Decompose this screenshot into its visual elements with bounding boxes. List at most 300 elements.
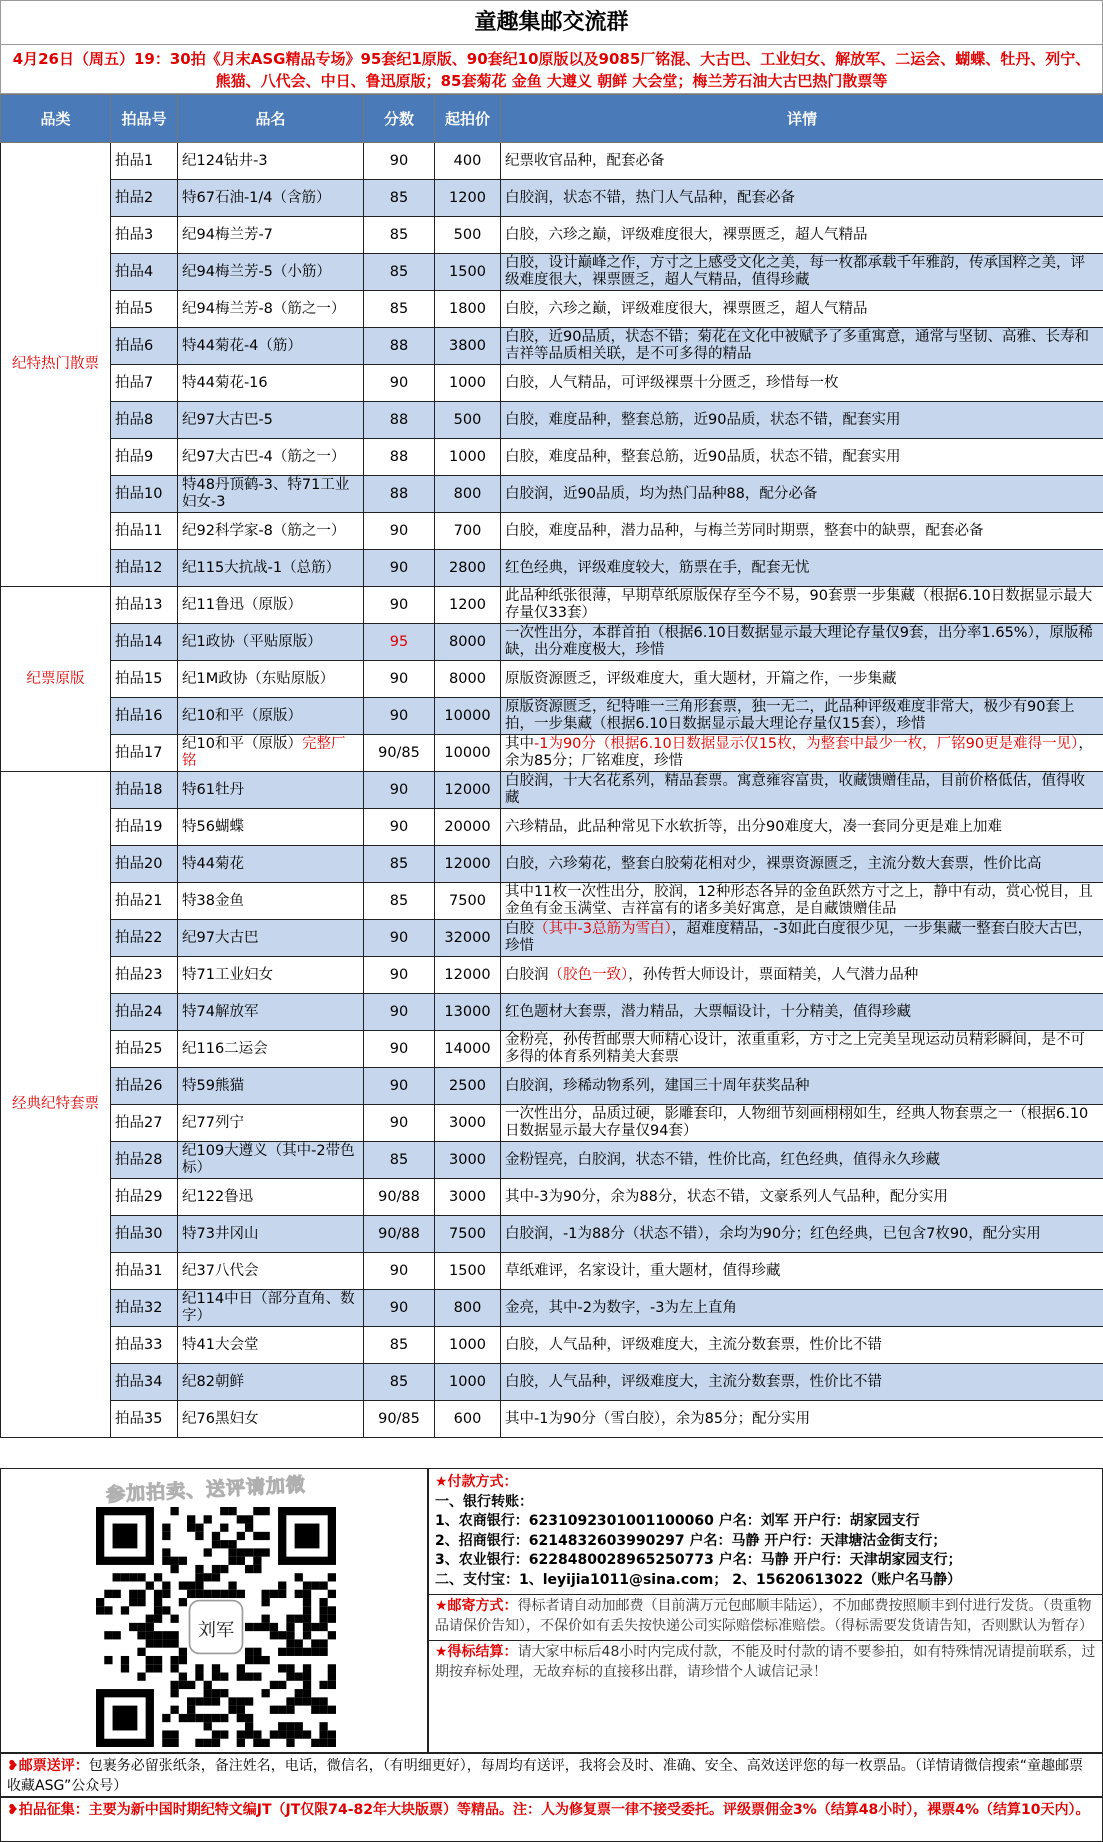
- detail-cell: [501, 1142, 1103, 1179]
- detail-text: 白胶，六珍菊花，整套白胶菊花相对少，裸票资源匮乏，主流分数大套票，性价比高: [505, 855, 1042, 872]
- lot-number-cell: 拍品33: [111, 1327, 178, 1364]
- lot-name-cell: [178, 624, 364, 661]
- lot-number-cell: 拍品24: [111, 994, 178, 1031]
- score-cell: 85: [364, 1327, 435, 1364]
- lot-name: 特74解放军: [182, 1003, 259, 1020]
- grading-text: 包裹务必留张纸条，备注姓名，电话，微信名，（有明细更好），每周均有送评，我将会及时、准确、安全、高效送评您的每一枚票品。（详情请微信搜索“童趣邮票收藏ASG”公众号）: [7, 1758, 1083, 1794]
- detail-text: 白胶，人气品种，评级难度大，主流分数套票，性价比不错: [505, 1336, 882, 1353]
- table-row: [1, 661, 1103, 698]
- lot-name: 纪116二运会: [182, 1040, 268, 1057]
- detail-cell: [501, 291, 1103, 328]
- payment-section: [429, 1471, 1102, 1595]
- detail-cell: [501, 846, 1103, 883]
- start-price-cell: 400: [435, 143, 501, 180]
- detail-text: 白胶: [505, 921, 534, 937]
- detail-text: 白胶，六珍之巅，评级难度很大，裸票匮乏，超人气精品: [505, 226, 868, 243]
- detail-cell: [501, 328, 1103, 365]
- lot-number-cell: 拍品8: [111, 402, 178, 439]
- lot-name-cell: [178, 1031, 364, 1068]
- score-cell: 88: [364, 402, 435, 439]
- qr-center-logo: 刘军: [197, 1620, 235, 1642]
- lot-name-cell: [178, 809, 364, 846]
- start-price-cell: 20000: [435, 809, 501, 846]
- lot-name: 纪122鲁迅: [182, 1188, 254, 1205]
- lot-number-cell: 拍品12: [111, 550, 178, 587]
- lot-name-cell: [178, 550, 364, 587]
- table-row: [1, 217, 1103, 254]
- detail-cell: [501, 624, 1103, 661]
- lot-name-cell: [178, 1068, 364, 1105]
- lot-name: 纪1政协（平贴原版）: [182, 633, 322, 650]
- detail-text: 白胶，人气品种，评级难度大，主流分数套票，性价比不错: [505, 1373, 882, 1390]
- lot-name: 纪94梅兰芳-7: [182, 226, 273, 243]
- table-row: [1, 1031, 1103, 1068]
- detail-text: 白胶，难度品种，整套总筋，近90品质，状态不错，配套实用: [505, 448, 901, 465]
- lot-name-cell: [178, 1401, 364, 1438]
- score-cell: 88: [364, 328, 435, 365]
- table-row: [1, 328, 1103, 365]
- start-price-cell: 2500: [435, 1068, 501, 1105]
- detail-text-tail: ，孙传哲大师设计，票面精美，人气潜力品种: [628, 966, 919, 983]
- detail-text: 一次性出分，本群首拍（根据6.10日数据显示最大理论存量仅9套，出分率1.65%），原版稀缺，出分难度极大，珍惜: [505, 625, 1093, 658]
- lot-name: 纪94梅兰芳-8（筋之一）: [182, 300, 346, 317]
- detail-cell: [501, 735, 1103, 772]
- lot-name: 纪97大古巴: [182, 929, 259, 946]
- score-cell: 90: [364, 920, 435, 957]
- lot-name-highlight: 完整厂铭: [182, 736, 346, 769]
- detail-text-tail: ，余为85分；厂铭难度，珍惜: [505, 736, 1093, 769]
- header-name: 品名: [178, 95, 364, 143]
- footer: [0, 1468, 1103, 1842]
- detail-cell: [501, 1105, 1103, 1142]
- detail-cell: [501, 994, 1103, 1031]
- lot-number-cell: 拍品7: [111, 365, 178, 402]
- lot-name: 特67石油-1/4（含筋）: [182, 189, 331, 206]
- score-cell: 90: [364, 1290, 435, 1327]
- table-row: [1, 1401, 1103, 1438]
- lot-number-cell: 拍品16: [111, 698, 178, 735]
- start-price-cell: 800: [435, 1290, 501, 1327]
- collection-note: ❥拍品征集：主要为新中国时期纪特文编JT（JT仅限74-82年大块版票）等精品。注：人为修复票一律不接受委托。评级票佣金3%（结算48小时），裸票4%（结算10天内）。: [0, 1797, 1103, 1842]
- start-price-cell: 600: [435, 1401, 501, 1438]
- payment-heading: ★付款方式：: [435, 1474, 518, 1490]
- start-price-cell: 1200: [435, 180, 501, 217]
- payment-line: 3、农业银行：6228480028965250773 户名：马静 开户行：天津胡家园支行；: [435, 1552, 962, 1568]
- score-cell: 85: [364, 180, 435, 217]
- detail-highlight: （其中-3总筋为雪白）: [534, 921, 672, 937]
- table-row: [1, 1179, 1103, 1216]
- table-row: [1, 920, 1103, 957]
- score-cell: 90: [364, 550, 435, 587]
- score-cell: 85: [364, 1364, 435, 1401]
- lot-name-cell: [178, 1327, 364, 1364]
- lot-name-cell: [178, 698, 364, 735]
- lot-number-cell: 拍品5: [111, 291, 178, 328]
- lot-name-cell: [178, 1364, 364, 1401]
- lot-name-cell: [178, 661, 364, 698]
- qr-caption: 参加拍卖、送评请加微: [105, 1473, 307, 1507]
- table-row: [1, 698, 1103, 735]
- lot-name-cell: [178, 476, 364, 513]
- lot-name: 纪82朝鲜: [182, 1373, 244, 1390]
- detail-text: 白胶润，状态不错，热门人气品种，配套必备: [505, 189, 795, 206]
- detail-text: 其中-3为90分，余为88分，状态不错，文豪系列人气品种，配分实用: [505, 1188, 948, 1205]
- lot-number-cell: 拍品15: [111, 661, 178, 698]
- lot-name: 纪114中日（部分直角、数字）: [182, 1291, 355, 1324]
- score-cell: 85: [364, 254, 435, 291]
- detail-cell: [501, 476, 1103, 513]
- table-row: [1, 365, 1103, 402]
- lot-name-cell: [178, 1216, 364, 1253]
- detail-cell: [501, 180, 1103, 217]
- detail-cell: [501, 883, 1103, 920]
- detail-text: 金粉亮，孙传哲邮票大师精心设计，浓重重彩，方寸之上完美呈现运动员精彩瞬间，是不可多得的体育系列精美大套票: [505, 1032, 1085, 1065]
- lot-number-cell: 拍品9: [111, 439, 178, 476]
- detail-text: 金亮，其中-2为数字，-3为左上直角: [505, 1299, 737, 1316]
- detail-text: 白胶润，近90品质，均为热门品种88，配分必备: [505, 485, 818, 502]
- detail-text: 白胶，难度品种，潜力品种，与梅兰芳同时期票，整套中的缺票，配套必备: [505, 522, 984, 539]
- table-row: [1, 1105, 1103, 1142]
- lot-name: 纪109大遵义（其中-2带色标）: [182, 1143, 355, 1176]
- score-cell: 85: [364, 1142, 435, 1179]
- start-price-cell: 1800: [435, 291, 501, 328]
- score-cell: 90: [364, 661, 435, 698]
- lot-name-cell: [178, 1105, 364, 1142]
- table-row: [1, 550, 1103, 587]
- header-score: 分数: [364, 95, 435, 143]
- score-cell: 90: [364, 1105, 435, 1142]
- table-row: [1, 1216, 1103, 1253]
- detail-cell: [501, 1068, 1103, 1105]
- lot-name-cell: [178, 1179, 364, 1216]
- detail-text: 白胶，人气精品，可评级裸票十分匮乏，珍惜每一枚: [505, 374, 839, 391]
- lot-name-cell: [178, 772, 364, 809]
- lot-name: 纪97大古巴-5: [182, 411, 273, 428]
- detail-text: 白胶润，-1为88分（状态不错），余均为90分；红色经典，已包含7枚90，配分实用: [505, 1225, 1041, 1242]
- detail-highlight: -1为90分（根据6.10日数据显示仅15枚，为整套中最少一枚，厂铭90更是难得一见）: [534, 736, 1079, 752]
- start-price-cell: 7500: [435, 1216, 501, 1253]
- lot-name-cell: [178, 1290, 364, 1327]
- lot-name: 纪11鲁迅（原版）: [182, 596, 302, 613]
- lot-number-cell: 拍品23: [111, 957, 178, 994]
- table-row: [1, 439, 1103, 476]
- detail-text: 其中-1为90分（雪白胶），余为85分；配分实用: [505, 1410, 811, 1427]
- table-row: [1, 1253, 1103, 1290]
- lot-table: [0, 94, 1103, 1438]
- lot-name-cell: [178, 957, 364, 994]
- detail-cell: [501, 143, 1103, 180]
- category-cell: 纪特热门散票: [1, 143, 111, 587]
- settlement-heading: ★得标结算：: [435, 1644, 518, 1660]
- lot-number-cell: 拍品4: [111, 254, 178, 291]
- start-price-cell: 10000: [435, 698, 501, 735]
- detail-cell: [501, 513, 1103, 550]
- lot-name: 纪77列宁: [182, 1114, 244, 1131]
- lot-name: 纪10和平（原版）: [182, 707, 302, 724]
- start-price-cell: 3000: [435, 1105, 501, 1142]
- detail-cell: [501, 1031, 1103, 1068]
- detail-cell: [501, 698, 1103, 735]
- payment-panel: [428, 1468, 1103, 1753]
- lot-name: 纪1M政协（东贴原版）: [182, 670, 335, 687]
- lot-number-cell: 拍品2: [111, 180, 178, 217]
- score-cell: 90/85: [364, 735, 435, 772]
- lot-name: 特56蝴蝶: [182, 818, 244, 835]
- grading-note: [0, 1753, 1103, 1797]
- detail-cell: [501, 587, 1103, 624]
- payment-line: 2、招商银行：6214832603990297 户名：马静 开户行：天津塘沽金街支行；: [435, 1532, 947, 1549]
- lot-name-cell: [178, 254, 364, 291]
- detail-cell: [501, 365, 1103, 402]
- detail-text-tail: ，超难度精品，-3如此白度很少见，一步集藏一整套白胶大古巴，珍惜: [505, 921, 1093, 954]
- detail-text: 白胶，难度品种，整套总筋，近90品质，状态不错，配套实用: [505, 411, 901, 428]
- detail-cell: [501, 1253, 1103, 1290]
- lot-name: 特41大会堂: [182, 1336, 259, 1353]
- table-row: [1, 402, 1103, 439]
- lot-name-cell: [178, 587, 364, 624]
- table-row: [1, 772, 1103, 809]
- detail-text: 白胶，设计巅峰之作，方寸之上感受文化之美，每一枚都承载千年雅韵，传承国粹之美，评级难度很大，裸票匮乏，超人气精品，值得珍藏: [505, 255, 1085, 288]
- detail-text: 其中11枚一次性出分，胶润，12种形态各异的金鱼跃然方寸之上，静中有动，赏心悦目，且金鱼有金玉满堂、吉祥富有的诸多美好寓意，是自藏馈赠佳品: [505, 884, 1093, 917]
- table-row: [1, 957, 1103, 994]
- table-row: [1, 994, 1103, 1031]
- score-cell: 90: [364, 809, 435, 846]
- score-cell: 85: [364, 846, 435, 883]
- lot-name: 特71工业妇女: [182, 966, 273, 983]
- settlement-section: [429, 1641, 1102, 1686]
- start-price-cell: 800: [435, 476, 501, 513]
- lot-name-cell: [178, 846, 364, 883]
- start-price-cell: 1200: [435, 587, 501, 624]
- start-price-cell: 500: [435, 217, 501, 254]
- lot-name-cell: [178, 143, 364, 180]
- table-row: [1, 883, 1103, 920]
- start-price-cell: 1000: [435, 1364, 501, 1401]
- lot-number-cell: 拍品29: [111, 1179, 178, 1216]
- lot-name-cell: [178, 994, 364, 1031]
- detail-text: 其中: [505, 736, 534, 752]
- table-row: [1, 846, 1103, 883]
- detail-text: 纪票收官品种，配套必备: [505, 152, 665, 169]
- score-cell: 90: [364, 994, 435, 1031]
- start-price-cell: 1000: [435, 365, 501, 402]
- score-cell: 88: [364, 476, 435, 513]
- lot-number-cell: 拍品11: [111, 513, 178, 550]
- lot-number-cell: 拍品19: [111, 809, 178, 846]
- shipping-heading: ★邮寄方式：: [435, 1598, 518, 1614]
- payment-line: 一、银行转账：: [435, 1493, 533, 1510]
- detail-cell: [501, 254, 1103, 291]
- table-row: [1, 1290, 1103, 1327]
- lot-number-cell: 拍品17: [111, 735, 178, 772]
- lot-name-cell: [178, 513, 364, 550]
- table-row: [1, 1327, 1103, 1364]
- lot-name-cell: [178, 328, 364, 365]
- lot-name: 特44菊花-4（筋）: [182, 337, 302, 354]
- detail-text: 原版资源匮乏，评级难度大，重大题材，开篇之作，一步集藏: [505, 670, 897, 687]
- score-cell: 90: [364, 1031, 435, 1068]
- start-price-cell: 500: [435, 402, 501, 439]
- detail-cell: [501, 772, 1103, 809]
- start-price-cell: 14000: [435, 1031, 501, 1068]
- table-row: [1, 1364, 1103, 1401]
- lot-number-cell: 拍品32: [111, 1290, 178, 1327]
- category-cell: 经典纪特套票: [1, 772, 111, 1438]
- lot-name-cell: [178, 180, 364, 217]
- detail-text: 白胶，六珍之巅，评级难度很大，裸票匮乏，超人气精品: [505, 300, 868, 317]
- lot-table-body: [1, 143, 1103, 1438]
- score-cell: 85: [364, 291, 435, 328]
- start-price-cell: 2800: [435, 550, 501, 587]
- lot-name: 纪115大抗战-1（总筋）: [182, 559, 341, 576]
- lot-number-cell: 拍品34: [111, 1364, 178, 1401]
- score-cell: 90: [364, 957, 435, 994]
- wechat-qr-code-icon[interactable]: [96, 1507, 336, 1747]
- lot-name-cell: [178, 439, 364, 476]
- score-cell: 90: [364, 1068, 435, 1105]
- lot-name-cell: [178, 920, 364, 957]
- header-category: 品类: [1, 95, 111, 143]
- detail-cell: [501, 1290, 1103, 1327]
- score-cell: 90/85: [364, 1401, 435, 1438]
- table-row: [1, 809, 1103, 846]
- table-row: [1, 180, 1103, 217]
- start-price-cell: 700: [435, 513, 501, 550]
- detail-text: 白胶，近90品质，状态不错；菊花在文化中被赋予了多重寓意，通常与坚韧、高雅、长寿和吉祥等品质相关联，是不可多得的精品: [505, 329, 1089, 362]
- qr-panel: [0, 1468, 428, 1753]
- lot-number-cell: 拍品28: [111, 1142, 178, 1179]
- score-cell: 90: [364, 587, 435, 624]
- payment-line: 二、支付宝：1、leyijia1011@sina.com； 2、15620613022（账户名马静）: [435, 1571, 962, 1588]
- header-detail: 详情: [501, 95, 1103, 143]
- lot-name: 特73井冈山: [182, 1225, 259, 1242]
- lot-number-cell: 拍品14: [111, 624, 178, 661]
- detail-cell: [501, 1327, 1103, 1364]
- lot-name: 纪97大古巴-4（筋之一）: [182, 448, 346, 465]
- detail-cell: [501, 550, 1103, 587]
- lot-number-cell: 拍品22: [111, 920, 178, 957]
- start-price-cell: 8000: [435, 661, 501, 698]
- start-price-cell: 1000: [435, 1327, 501, 1364]
- score-cell: 90: [364, 772, 435, 809]
- lot-number-cell: 拍品25: [111, 1031, 178, 1068]
- start-price-cell: 3000: [435, 1179, 501, 1216]
- lot-number-cell: 拍品18: [111, 772, 178, 809]
- score-cell: 85: [364, 217, 435, 254]
- start-price-cell: 10000: [435, 735, 501, 772]
- lot-number-cell: 拍品6: [111, 328, 178, 365]
- lot-number-cell: 拍品35: [111, 1401, 178, 1438]
- lot-number-cell: 拍品20: [111, 846, 178, 883]
- score-cell: 85: [364, 883, 435, 920]
- lot-number-cell: 拍品26: [111, 1068, 178, 1105]
- lot-number-cell: 拍品1: [111, 143, 178, 180]
- start-price-cell: 3000: [435, 1142, 501, 1179]
- detail-text: 金粉锃亮，白胶润，状态不错，性价比高，红色经典，值得永久珍藏: [505, 1151, 940, 1168]
- header-start-price: 起拍价: [435, 95, 501, 143]
- auction-subtitle: 4月26日（周五）19：30拍《月末ASG精品专场》95套纪1原版、90套纪10原版以及9085厂铭混、大古巴、工业妇女、解放军、二运会、蝴蝶、牡丹、列宁、熊猫、八代会、中日、鲁迅原版；85套菊花 金鱼 大遵义 朝鲜 大会堂；梅兰芳石油大古巴热门散票等: [0, 44, 1103, 94]
- detail-text: 白胶润，十大名花系列，精品套票。寓意雍容富贵，收藏馈赠佳品，目前价格低估，值得收藏: [505, 773, 1085, 806]
- lot-number-cell: 拍品21: [111, 883, 178, 920]
- lot-name: 纪10和平（原版）: [182, 736, 302, 752]
- header-lot-number: 拍品号: [111, 95, 178, 143]
- lot-number-cell: 拍品10: [111, 476, 178, 513]
- category-cell: 纪票原版: [1, 587, 111, 772]
- detail-highlight: （胶色一致）: [548, 966, 629, 983]
- start-price-cell: 1500: [435, 1253, 501, 1290]
- score-cell: 88: [364, 439, 435, 476]
- shipping-text: 得标者请自动加邮费（目前满万元包邮顺丰陆运），不加邮费按照顺丰到付进行发货。（贵重物品请保价告知），不保价如有丢失按快递公司实际赔偿标准赔偿。（得标需要发货请告知，否则默认为暂存）: [435, 1598, 1093, 1634]
- table-row: [1, 291, 1103, 328]
- table-row: [1, 587, 1103, 624]
- score-cell: 90/88: [364, 1216, 435, 1253]
- lot-name: 特44菊花-16: [182, 374, 268, 391]
- start-price-cell: 12000: [435, 772, 501, 809]
- start-price-cell: 13000: [435, 994, 501, 1031]
- lot-name: 纪92科学家-8（筋之一）: [182, 522, 346, 539]
- start-price-cell: 3800: [435, 328, 501, 365]
- detail-text: 一次性出分，品质过硬，影雕套印，人物细节刻画栩栩如生，经典人物套票之一（根据6.10日数据显示最大存量仅94套）: [505, 1106, 1089, 1139]
- lot-name: 特48丹顶鹤-3、特71工业妇女-3: [182, 477, 350, 510]
- score-cell: 95: [364, 624, 435, 661]
- detail-text: 白胶润，珍稀动物系列，建国三十周年获奖品种: [505, 1077, 810, 1094]
- table-row: [1, 254, 1103, 291]
- lot-number-cell: 拍品3: [111, 217, 178, 254]
- detail-text: 白胶润: [505, 966, 549, 983]
- lot-name: 纪124钻井-3: [182, 152, 268, 169]
- detail-cell: [501, 809, 1103, 846]
- settlement-text: 请大家中标后48小时内完成付款，不能及时付款的请不要参拍，如有特殊情况请提前联系，过期按弃标处理，无故弃标的直接移出群，请珍惜个人诚信记录！: [435, 1644, 1096, 1680]
- lot-name: 纪37八代会: [182, 1262, 259, 1279]
- table-header-row: [1, 95, 1103, 143]
- grading-label: ❥邮票送评：: [7, 1758, 89, 1774]
- detail-cell: [501, 439, 1103, 476]
- lot-name: 特59熊猫: [182, 1077, 244, 1094]
- start-price-cell: 32000: [435, 920, 501, 957]
- lot-name-cell: [178, 217, 364, 254]
- score-cell: 90/88: [364, 1179, 435, 1216]
- payment-line: 1、农商银行：6231092301001100060 户名：刘军 开户行：胡家园支行: [435, 1513, 920, 1529]
- score-cell: 90: [364, 698, 435, 735]
- lot-number-cell: 拍品30: [111, 1216, 178, 1253]
- start-price-cell: 1500: [435, 254, 501, 291]
- lot-number-cell: 拍品13: [111, 587, 178, 624]
- score-cell: 90: [364, 365, 435, 402]
- lot-name: 特61牡丹: [182, 781, 244, 798]
- table-row: [1, 735, 1103, 772]
- lot-number-cell: 拍品31: [111, 1253, 178, 1290]
- detail-cell: [501, 1179, 1103, 1216]
- score-cell: 90: [364, 513, 435, 550]
- table-row: [1, 1142, 1103, 1179]
- lot-name-cell: [178, 402, 364, 439]
- lot-name: 特44菊花: [182, 855, 244, 872]
- detail-cell: [501, 1364, 1103, 1401]
- detail-cell: [501, 661, 1103, 698]
- detail-text: 红色题材大套票，潜力精品，大票幅设计，十分精美，值得珍藏: [505, 1003, 911, 1020]
- detail-cell: [501, 402, 1103, 439]
- table-row: [1, 624, 1103, 661]
- lot-name-cell: [178, 735, 364, 772]
- detail-cell: [501, 957, 1103, 994]
- start-price-cell: 1000: [435, 439, 501, 476]
- shipping-section: [429, 1595, 1102, 1641]
- detail-text: 六珍精品，此品种常见下水软折等，出分90难度大，凑一套同分更是难上加难: [505, 818, 1002, 835]
- start-price-cell: 8000: [435, 624, 501, 661]
- detail-cell: [501, 1401, 1103, 1438]
- lot-name-cell: [178, 883, 364, 920]
- detail-text: 红色经典，评级难度较大，筋票在手，配套无忧: [505, 559, 810, 576]
